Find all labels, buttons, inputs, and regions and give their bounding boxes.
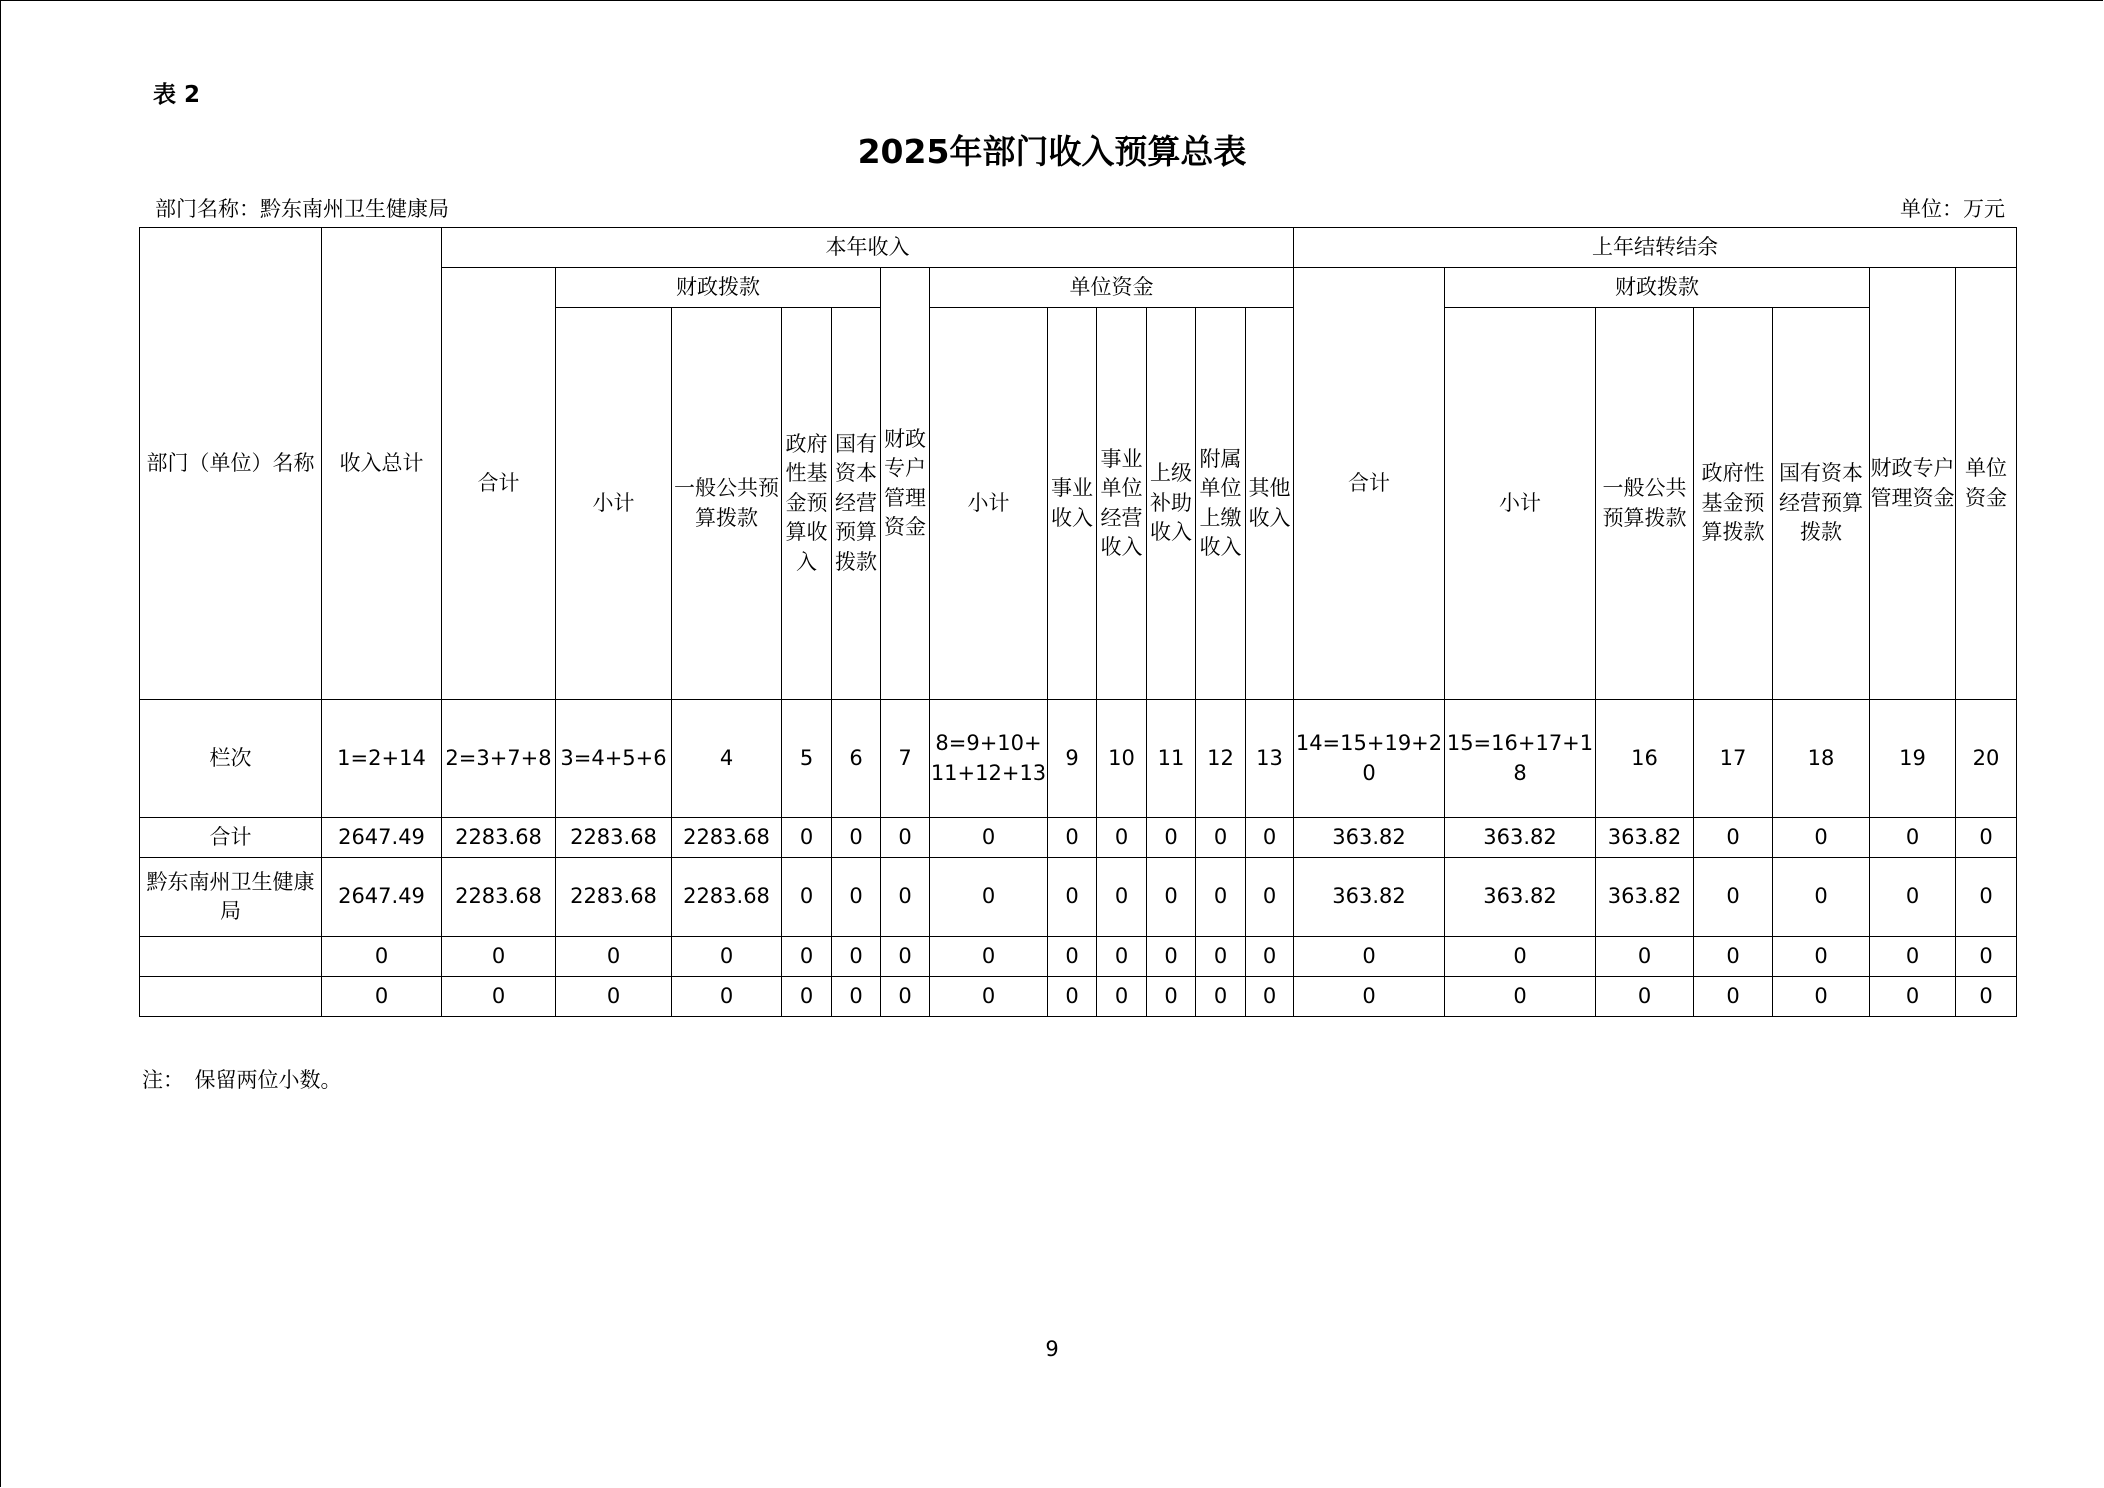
- table-cell: 0: [881, 937, 930, 977]
- table-cell: 0: [1694, 977, 1773, 1017]
- header-carryover: 上年结转结余: [1294, 228, 2017, 268]
- column-index: 14=15+19+20: [1294, 700, 1445, 818]
- header-co-special: 财政专户管理资金: [1870, 268, 1956, 700]
- column-index: 12: [1196, 700, 1246, 818]
- table-cell: 0: [1048, 818, 1097, 858]
- column-index: 3=4+5+6: [556, 700, 672, 818]
- table-row: [140, 977, 2017, 1017]
- table-cell: 0: [832, 858, 881, 937]
- table-cell: 0: [1956, 858, 2017, 937]
- table-cell: 0: [1294, 977, 1445, 1017]
- table-cell: 0: [322, 977, 442, 1017]
- table-cell: 363.82: [1445, 818, 1596, 858]
- header-co-gov-fund: 政府性基金预算拨款: [1694, 308, 1773, 700]
- column-index: 10: [1097, 700, 1147, 818]
- unit-label: 单位：万元: [1900, 197, 2005, 221]
- table-cell: 0: [930, 858, 1048, 937]
- header-cy-affiliate: 附属单位上缴收入: [1196, 308, 1246, 700]
- table-cell: 0: [881, 977, 930, 1017]
- column-index: 16: [1596, 700, 1694, 818]
- column-index: 8=9+10+11+12+13: [930, 700, 1048, 818]
- column-index: 2=3+7+8: [442, 700, 556, 818]
- table-cell: 0: [782, 977, 832, 1017]
- column-index: 9: [1048, 700, 1097, 818]
- table-cell: 0: [1196, 858, 1246, 937]
- table-cell: 0: [1196, 977, 1246, 1017]
- header-co-fiscal-subtotal: 小计: [1445, 308, 1596, 700]
- footnote: 注： 保留两位小数。: [142, 1068, 342, 1092]
- table-cell: 0: [442, 977, 556, 1017]
- column-index: 20: [1956, 700, 2017, 818]
- table-cell: 2283.68: [672, 818, 782, 858]
- header-cy-other: 其他收入: [1246, 308, 1294, 700]
- table-cell: 2283.68: [442, 818, 556, 858]
- table-cell: 0: [1097, 937, 1147, 977]
- table-cell: 0: [1246, 937, 1294, 977]
- table-cell: 0: [322, 937, 442, 977]
- table-cell: 0: [672, 977, 782, 1017]
- table-cell: 363.82: [1294, 818, 1445, 858]
- header-cy-unit-funds: 单位资金: [930, 268, 1294, 308]
- table-cell: 0: [1147, 818, 1196, 858]
- column-index: 17: [1694, 700, 1773, 818]
- row-name: [140, 977, 322, 1017]
- column-index: 15=16+17+18: [1445, 700, 1596, 818]
- table-cell: 2647.49: [322, 858, 442, 937]
- table-cell: 0: [782, 937, 832, 977]
- table-cell: 0: [930, 937, 1048, 977]
- table-cell: 363.82: [1596, 858, 1694, 937]
- table-cell: 0: [1147, 977, 1196, 1017]
- table-cell: 0: [442, 937, 556, 977]
- table-cell: 0: [1048, 858, 1097, 937]
- column-index: 5: [782, 700, 832, 818]
- table-cell: 363.82: [1294, 858, 1445, 937]
- column-index: 6: [832, 700, 881, 818]
- table-cell: 0: [1048, 937, 1097, 977]
- header-co-fiscal: 财政拨款: [1445, 268, 1870, 308]
- table-cell: 0: [1596, 977, 1694, 1017]
- table-label: 表 2: [153, 82, 201, 108]
- header-cy-total: 合计: [442, 268, 556, 700]
- table-cell: 0: [1870, 977, 1956, 1017]
- column-index: 11: [1147, 700, 1196, 818]
- header-cy-fiscal-subtotal: 小计: [556, 308, 672, 700]
- table-cell: 2647.49: [322, 818, 442, 858]
- header-cy-general: 一般公共预算拨款: [672, 308, 782, 700]
- table-cell: 0: [1097, 818, 1147, 858]
- table-cell: 0: [1097, 977, 1147, 1017]
- table-cell: 0: [1246, 858, 1294, 937]
- column-index: 1=2+14: [322, 700, 442, 818]
- table-cell: 0: [556, 937, 672, 977]
- table-cell: 0: [1694, 818, 1773, 858]
- table-cell: 0: [881, 818, 930, 858]
- table-cell: 0: [1694, 858, 1773, 937]
- header-co-general: 一般公共预算拨款: [1596, 308, 1694, 700]
- table-cell: 0: [1445, 977, 1596, 1017]
- column-index: 7: [881, 700, 930, 818]
- table-cell: 0: [1596, 937, 1694, 977]
- table-cell: 0: [1246, 818, 1294, 858]
- table-cell: 0: [1196, 818, 1246, 858]
- header-cy-gov-fund: 政府性基金预算收入: [782, 308, 832, 700]
- table-cell: 2283.68: [442, 858, 556, 937]
- table-cell: 0: [1773, 858, 1870, 937]
- table-cell: 0: [832, 977, 881, 1017]
- table-cell: 0: [1956, 937, 2017, 977]
- table-cell: 0: [1445, 937, 1596, 977]
- table-cell: 0: [672, 937, 782, 977]
- budget-table: [139, 227, 2017, 1017]
- table-cell: 0: [1694, 937, 1773, 977]
- column-index: 19: [1870, 700, 1956, 818]
- header-current-year: 本年收入: [442, 228, 1294, 268]
- table-cell: 0: [930, 977, 1048, 1017]
- table-cell: 0: [556, 977, 672, 1017]
- table-cell: 0: [1870, 818, 1956, 858]
- header-cy-business: 事业收入: [1048, 308, 1097, 700]
- column-index-label: 栏次: [140, 700, 322, 818]
- table-cell: 0: [1196, 937, 1246, 977]
- table-cell: 0: [1773, 818, 1870, 858]
- table-cell: 0: [832, 937, 881, 977]
- table-cell: 363.82: [1596, 818, 1694, 858]
- table-cell: 0: [1147, 858, 1196, 937]
- header-cy-fiscal: 财政拨款: [556, 268, 881, 308]
- table-cell: 2283.68: [556, 818, 672, 858]
- header-dept-name: 部门（单位）名称: [140, 228, 322, 700]
- table-cell: 0: [930, 818, 1048, 858]
- header-co-unit-funds: 单位资金: [1956, 268, 2017, 700]
- table-cell: 0: [1246, 977, 1294, 1017]
- table-cell: 0: [1773, 977, 1870, 1017]
- row-name: 合计: [140, 818, 322, 858]
- table-cell: 0: [1048, 977, 1097, 1017]
- table-cell: 0: [832, 818, 881, 858]
- table-row: [140, 937, 2017, 977]
- table-row: [140, 858, 2017, 937]
- row-name: [140, 937, 322, 977]
- table-row: [140, 818, 2017, 858]
- table-cell: 0: [782, 818, 832, 858]
- table-cell: 2283.68: [672, 858, 782, 937]
- page-title: 2025年部门收入预算总表: [857, 132, 1247, 171]
- header-cy-special: 财政专户管理资金: [881, 268, 930, 700]
- table-cell: 0: [1870, 937, 1956, 977]
- header-cy-operating: 事业单位经营收入: [1097, 308, 1147, 700]
- header-co-total: 合计: [1294, 268, 1445, 700]
- table-cell: 363.82: [1445, 858, 1596, 937]
- table-cell: 2283.68: [556, 858, 672, 937]
- department-name: 部门名称：黔东南州卫生健康局: [155, 197, 449, 221]
- table-cell: 0: [1870, 858, 1956, 937]
- page-number: 9: [1045, 1337, 1059, 1361]
- row-name: 黔东南州卫生健康局: [140, 858, 322, 937]
- header-total: 收入总计: [322, 228, 442, 700]
- header-cy-unit-subtotal: 小计: [930, 308, 1048, 700]
- header-cy-subsidy: 上级补助收入: [1147, 308, 1196, 700]
- table-cell: 0: [1097, 858, 1147, 937]
- header-cy-state-capital: 国有资本经营预算拨款: [832, 308, 881, 700]
- table-cell: 0: [881, 858, 930, 937]
- table-cell: 0: [1773, 937, 1870, 977]
- table-cell: 0: [1956, 977, 2017, 1017]
- table-cell: 0: [1147, 937, 1196, 977]
- table-cell: 0: [1294, 937, 1445, 977]
- column-index: 13: [1246, 700, 1294, 818]
- column-index: 4: [672, 700, 782, 818]
- table-cell: 0: [1956, 818, 2017, 858]
- column-index: 18: [1773, 700, 1870, 818]
- table-cell: 0: [782, 858, 832, 937]
- header-co-state-capital: 国有资本经营预算拨款: [1773, 308, 1870, 700]
